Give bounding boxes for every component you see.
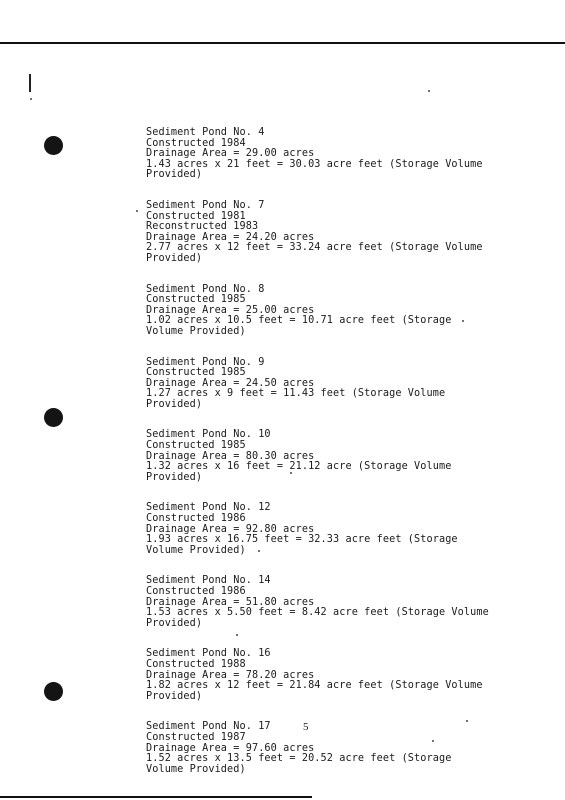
pond-line: Constructed 1984 <box>146 137 246 149</box>
pond-entry <box>146 128 526 181</box>
pond-line: Provided) <box>146 471 203 483</box>
pond-line: 1.53 acres x 5.50 feet = 8.42 acre feet (Storage Volume <box>146 607 489 619</box>
pond-line: Constructed 1986 <box>146 586 246 597</box>
pond-list <box>146 128 526 795</box>
pond-line: Provided) <box>146 398 203 410</box>
speck <box>136 210 138 212</box>
pond-entry <box>146 503 526 556</box>
punch-hole-middle <box>44 408 63 427</box>
pond-title: Sediment Pond No. 14 <box>146 575 271 587</box>
pond-line: Constructed 1985 <box>146 367 246 379</box>
pond-line: Volume Provided) <box>146 325 246 337</box>
pond-entry <box>146 358 526 411</box>
pond-line: Drainage Area = 92.80 acres <box>146 523 315 535</box>
pond-entry <box>146 201 526 265</box>
bottom-rule <box>0 796 312 798</box>
pond-title: Sediment Pond No. 12 <box>146 502 271 514</box>
pond-entry <box>146 722 526 775</box>
pond-line: Drainage Area = 24.50 acres <box>146 377 315 389</box>
pond-line: Constructed 1986 <box>146 513 246 525</box>
pond-entry <box>146 649 526 702</box>
pond-line: Reconstructed 1983 <box>146 221 259 233</box>
margin-mark <box>29 74 31 92</box>
pond-line: Drainage Area = 25.00 acres <box>146 304 315 316</box>
pond-line: 1.43 acres x 21 feet = 30.03 acre feet (Storage Volume <box>146 158 483 170</box>
pond-line: Drainage Area = 97.60 acres <box>146 742 315 754</box>
pond-line: Constructed 1985 <box>146 294 246 306</box>
pond-line: Volume Provided) <box>146 763 246 775</box>
speck <box>30 98 32 100</box>
punch-hole-top <box>44 136 63 155</box>
pond-line: Drainage Area = 80.30 acres <box>146 450 315 462</box>
pond-line: Drainage Area = 29.00 acres <box>146 148 315 160</box>
pond-line: 1.52 acres x 13.5 feet = 20.52 acre feet (Storage <box>146 753 452 765</box>
pond-line: Constructed 1988 <box>146 658 246 670</box>
pond-title: Sediment Pond No. 9 <box>146 356 265 368</box>
pond-title: Sediment Pond No. 17 <box>146 721 271 733</box>
pond-line: Provided) <box>146 252 203 264</box>
pond-line: 1.02 acres x 10.5 feet = 10.71 acre feet (Storage <box>146 315 452 327</box>
pond-line: Volume Provided) <box>146 544 246 556</box>
page-number: 5 <box>303 721 309 733</box>
pond-line: 2.77 acres x 12 feet = 33.24 acre feet (Storage Volume <box>146 242 483 254</box>
pond-entry <box>146 576 526 629</box>
pond-line: Drainage Area = 78.20 acres <box>146 669 315 681</box>
pond-line: Drainage Area = 24.20 acres <box>146 231 315 243</box>
pond-line: 1.32 acres x 16 feet = 21.12 acre (Storage Volume <box>146 461 452 473</box>
pond-title: Sediment Pond No. 16 <box>146 648 271 660</box>
pond-title: Sediment Pond No. 10 <box>146 429 271 441</box>
pond-line: Drainage Area = 51.80 acres <box>146 596 315 608</box>
top-rule <box>0 42 565 44</box>
pond-line: Constructed 1981 <box>146 210 246 222</box>
pond-line: 1.82 acres x 12 feet = 21.84 acre feet (Storage Volume <box>146 680 483 692</box>
pond-line: 1.27 acres x 9 feet = 11.43 feet (Storage Volume <box>146 388 446 400</box>
pond-line: Provided) <box>146 690 203 702</box>
pond-line: Constructed 1987 <box>146 731 246 743</box>
pond-entry <box>146 285 526 338</box>
pond-title: Sediment Pond No. 4 <box>146 127 265 138</box>
pond-title: Sediment Pond No. 7 <box>146 199 265 211</box>
pond-line: Provided) <box>146 617 203 629</box>
speck <box>428 90 430 92</box>
pond-line: Provided) <box>146 169 203 181</box>
pond-line: 1.93 acres x 16.75 feet = 32.33 acre feet (Storage <box>146 534 458 546</box>
pond-line: Constructed 1985 <box>146 440 246 452</box>
pond-entry <box>146 430 526 483</box>
punch-hole-bottom <box>44 682 63 701</box>
pond-title: Sediment Pond No. 8 <box>146 283 265 295</box>
